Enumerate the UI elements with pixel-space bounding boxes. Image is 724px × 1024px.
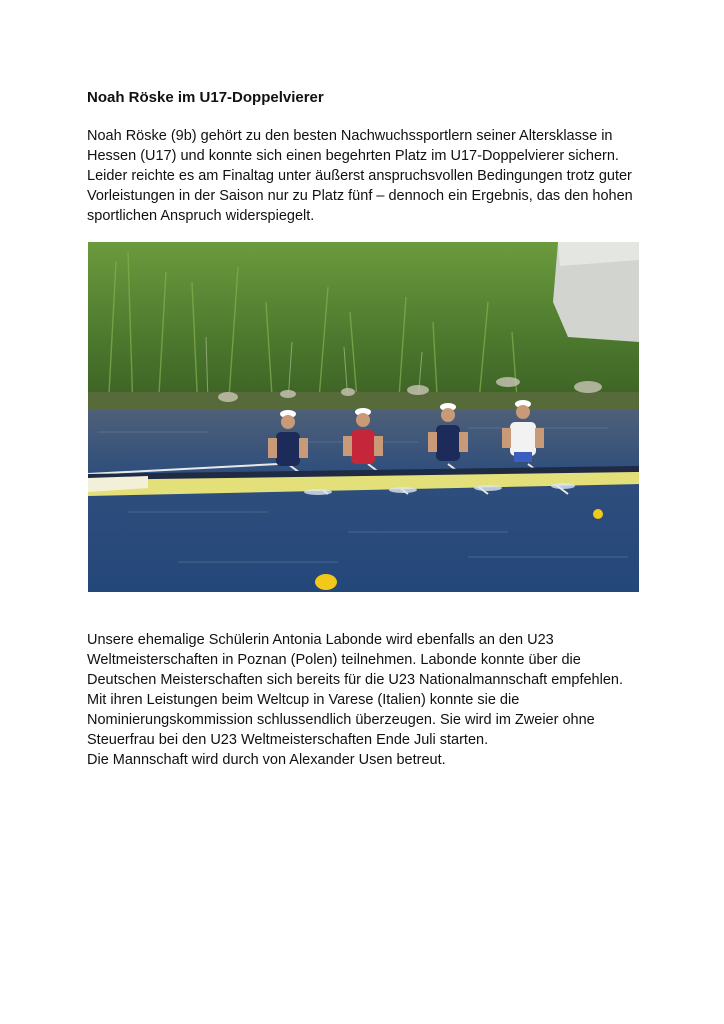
paragraph-line: sportlichen Anspruch widerspiegelt. xyxy=(87,208,315,224)
paragraph-line: Weltmeisterschaften in Poznan (Polen) teilnehmen. Labonde konnte über die xyxy=(87,652,581,668)
paragraph-line: Steuerfrau bei den U23 Weltmeisterschaften Ende Juli starten. xyxy=(87,732,489,748)
paragraph-noah xyxy=(87,126,647,226)
paragraph-antonia xyxy=(87,630,647,770)
paragraph-line: Nominierungskommission schlussendlich überzeugen. Sie wird im Zweier ohne xyxy=(87,712,595,728)
rowing-photo xyxy=(88,242,639,592)
paragraph-line: Hessen (U17) und konnte sich einen begehrten Platz im U17-Doppelvierer sichern. xyxy=(87,148,619,164)
paragraph-line: Leider reichte es am Finaltag unter äußerst anspruchsvollen Bedingungen trotz guter xyxy=(87,168,632,184)
buoy xyxy=(315,574,337,590)
paragraph-line: Die Mannschaft wird durch von Alexander Usen betreut. xyxy=(87,752,446,768)
paragraph-line: Noah Röske (9b) gehört zu den besten Nachwuchssportlern seiner Altersklasse in xyxy=(87,128,613,144)
article-title: Noah Röske im U17-Doppelvierer xyxy=(87,89,324,106)
paragraph-line: Mit ihren Leistungen beim Weltcup in Varese (Italien) konnte sie die xyxy=(87,692,520,708)
buoy xyxy=(593,509,603,519)
paragraph-line: Vorleistungen in der Saison nur zu Platz fünf – dennoch ein Ergebnis, das den hohen xyxy=(87,188,633,204)
paragraph-line: Unsere ehemalige Schülerin Antonia Labonde wird ebenfalls an den U23 xyxy=(87,632,554,648)
paragraph-line: Deutschen Meisterschaften sich bereits für die U23 Nationalmannschaft empfehlen. xyxy=(87,672,623,688)
